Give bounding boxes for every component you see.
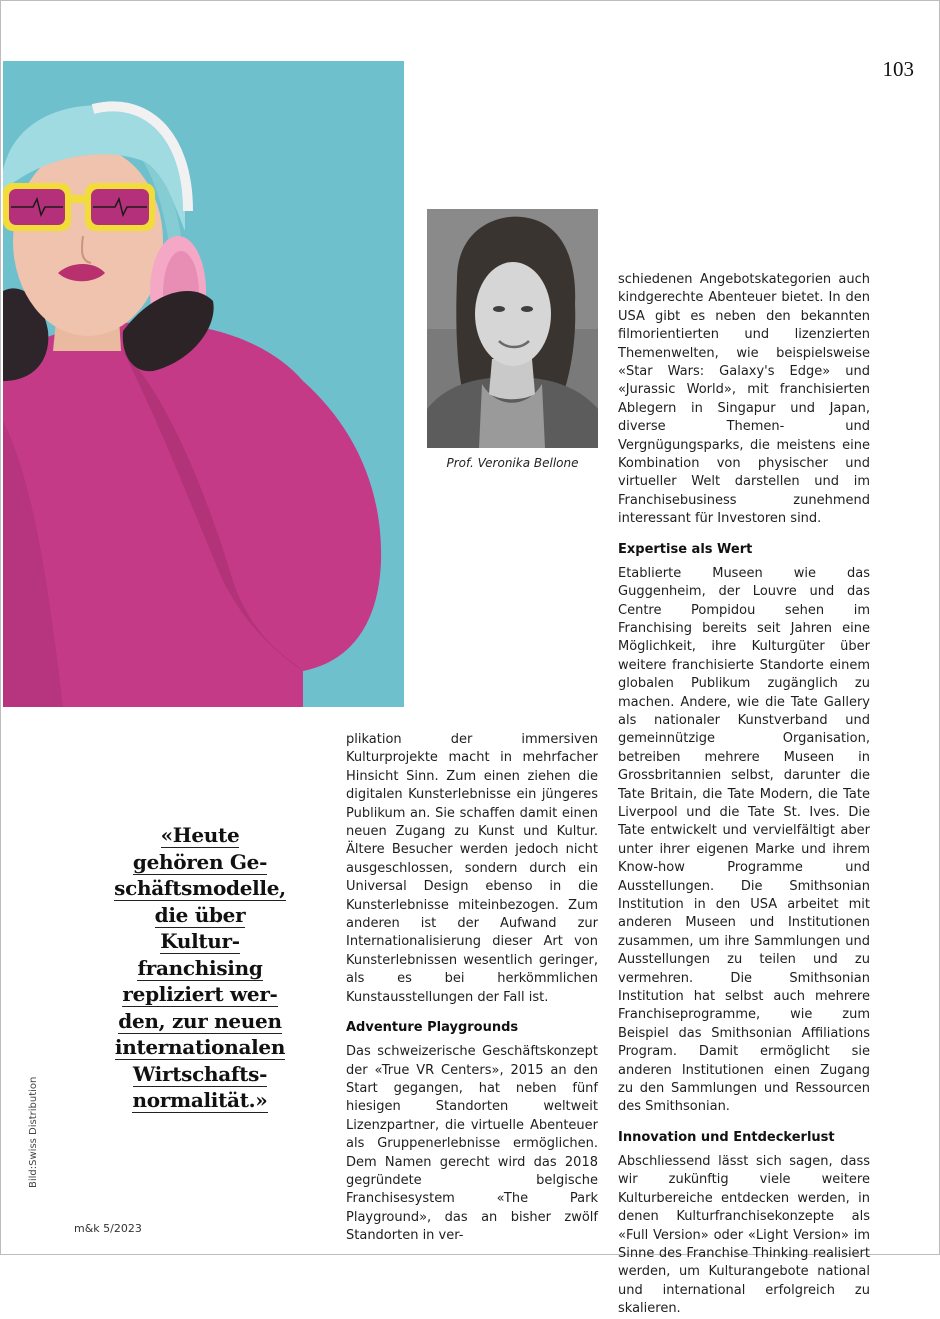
issue-footer: m&k 5/2023 — [74, 1222, 142, 1235]
section-heading: Innovation und Entdeckerlust — [618, 1129, 835, 1145]
section-heading: Expertise als Wert — [618, 541, 753, 557]
pull-quote-line: franchising — [137, 955, 263, 980]
portrait-woman-illustration — [427, 209, 598, 448]
pull-quote-line: die über Kultur- — [154, 902, 246, 953]
article-column-right — [618, 271, 870, 1319]
pull-quote-line: normalität.» — [132, 1088, 268, 1112]
portrait-caption: Prof. Veronika Bellone — [446, 456, 579, 470]
pull-quote-line: gehören Ge- — [132, 849, 268, 874]
pull-quote-line: repliziert wer- — [122, 982, 278, 1006]
hero-photo — [3, 61, 404, 707]
body-paragraph: Das schweizerische Geschäftskonzept der «True VR Centers», 2015 an den Start gegangen, hat neben fünf hiesigen Standorten weltweit Lizenzpartner, die virtuelle Abenteuer als Gruppenerlebnisse ermöglichen. Dem Namen gerecht wird das 2018 gegründete belgische Franchisesystem «The Park Playground», das an bisher zwölf Standorten in ver- — [346, 1044, 598, 1244]
page-number: 103 — [882, 57, 914, 81]
pull-quote-line: den, zur neuen — [118, 1008, 282, 1033]
article-column-middle — [346, 731, 598, 1246]
pull-quote-line: «Heute — [160, 823, 240, 847]
pull-quote-line: schäftsmodelle, — [114, 876, 286, 900]
body-paragraph: schiedenen Angebotskategorien auch kindgerechte Abenteuer bietet. In den USA gibt es neben den bekannten filmorientierten und lizenzierten Themenwelten, wie beispielsweise «Star Wars: Galaxy's Edge» und «Jurassic World», mit franchisierten Ablegern in Singapur und Japan, diverse Themen- und Vergnügungsparks, die meistens eine Kombination von physischer und virtueller Welt darstellen und im Franchisebusiness zunehmend interessant für Investoren sind. — [618, 272, 870, 527]
pull-quote-line: internationalen — [114, 1035, 286, 1059]
body-paragraph: Etablierte Museen wie das Guggenheim, der Louvre und das Centre Pompidou sehen im Franchising bereits seit Jahren eine Möglichkeit, ihre Kulturgüter über weitere franchisierte Standorte einem globalen Publikum zugänglich zu machen. Andere, wie die Tate Gallery als nationaler Kunstverband und gemeinnützige Organisation, betreiben mehrere Museen in Grossbritannien selbst, darunter die Tate Britain, die Tate Modern, die Tate Liverpool und die Tate St. Ives. Die Tate entwickelt und vervielfältigt aber unter ihrer eigenen Marke und ihrem Know-how Programme und Ausstellungen. Die Smithsonian Institution in den USA arbeitet mit anderen Museen und Institutionen zusammen, um ihre Sammlungen und Ausstellungen zu teilen und zu vermehren. Die Smithsonian Institution hat selbst auch mehrere Franchiseprogramme, wie zum Beispiel das Smithsonian Affiliations Program. Damit ermöglicht sie anderen Institutionen einen Zugang zu den Sammlungen und Ressourcen des Smithsonian. — [618, 565, 870, 1115]
photo-credit: Bild:Swiss Distribution — [28, 1076, 39, 1188]
portrait-photo — [427, 209, 598, 448]
pull-quote — [112, 822, 288, 1114]
pull-quote-line: Wirtschafts- — [132, 1061, 268, 1086]
body-paragraph: plikation der immersiven Kulturprojekte macht in mehrfacher Hinsicht Sinn. Zum einen ziehen die digitalen Kunsterlebnisse ein jüngeres Publikum an. Sie schaffen damit einen neuen Zugang zu Kunst und Kultur. Ältere Besucher werden jedoch nicht ausgeschlossen, sondern durch ein Universal Design ebenso in die Kunsterlebnisse miteinbezogen. Zum anderen ist der Aufwand zur Internationalisierung dieser Art von Kunsterlebnissen wesentlich geringer, als es bei herkömmlichen Kunstausstellungen der Fall ist. — [346, 732, 598, 1005]
woman-with-headphones-illustration — [3, 61, 404, 707]
body-paragraph: Abschliessend lässt sich sagen, dass wir zukünftig viele weitere Kulturbereiche entdecken werden, in denen Kulturfranchisekonzepte als «Full Version» oder «Light Version» im Sinne des Franchise Thinking realisiert werden, um Kulturangebote national und international erfolgreich zu skalieren. — [618, 1153, 870, 1317]
section-heading: Adventure Playgrounds — [346, 1020, 519, 1036]
